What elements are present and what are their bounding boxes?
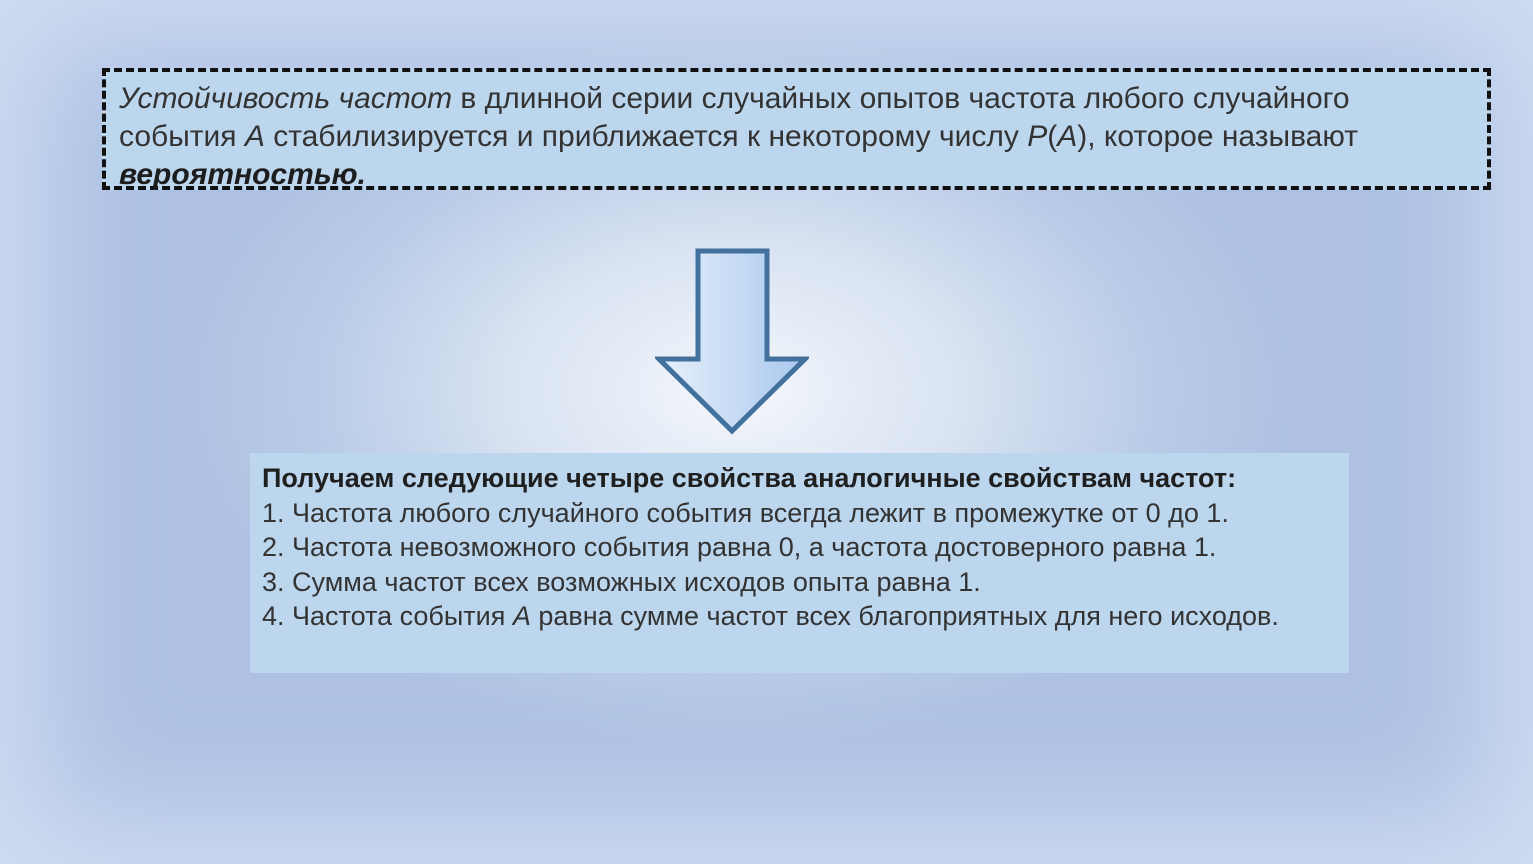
definition-text-part3: ), которое называют xyxy=(1077,120,1358,153)
property-item-1: 1. Частота любого случайного события всегда лежит в промежутке от 0 до 1. xyxy=(262,497,1229,528)
definition-text-part1: в длинной серии случайных опытов частота любого случайного события xyxy=(119,82,1350,153)
definition-box xyxy=(102,68,1491,190)
property-item-4-part1: 4. Частота события xyxy=(262,601,513,631)
property-item-3: 3. Сумма частот всех возможных исходов опыта равна 1. xyxy=(262,566,981,597)
property-item-2: 2. Частота невозможного события равна 0, а частота достоверного равна 1. xyxy=(262,532,1217,562)
probability-variable: А xyxy=(1057,120,1078,153)
probability-symbol: Р xyxy=(1027,120,1048,153)
definition-text-part2: стабилизируется и приближается к некоторому числу xyxy=(264,120,1028,153)
property-item-4-variable: А xyxy=(512,601,531,631)
property-item-4-part2: равна сумме частот всех благоприятных для него исходов. xyxy=(530,601,1279,631)
probability-paren: ( xyxy=(1047,120,1058,153)
definition-text xyxy=(119,80,1475,194)
definition-term: Устойчивость частот xyxy=(119,82,453,115)
property-item-4 xyxy=(262,599,1337,634)
definition-emphasis: вероятностью. xyxy=(119,158,366,191)
down-arrow-icon xyxy=(655,248,809,436)
properties-box xyxy=(250,453,1349,673)
properties-heading: Получаем следующие четыре свойства аналогичные свойствам частот: xyxy=(262,463,1237,493)
event-variable: А xyxy=(244,120,265,153)
